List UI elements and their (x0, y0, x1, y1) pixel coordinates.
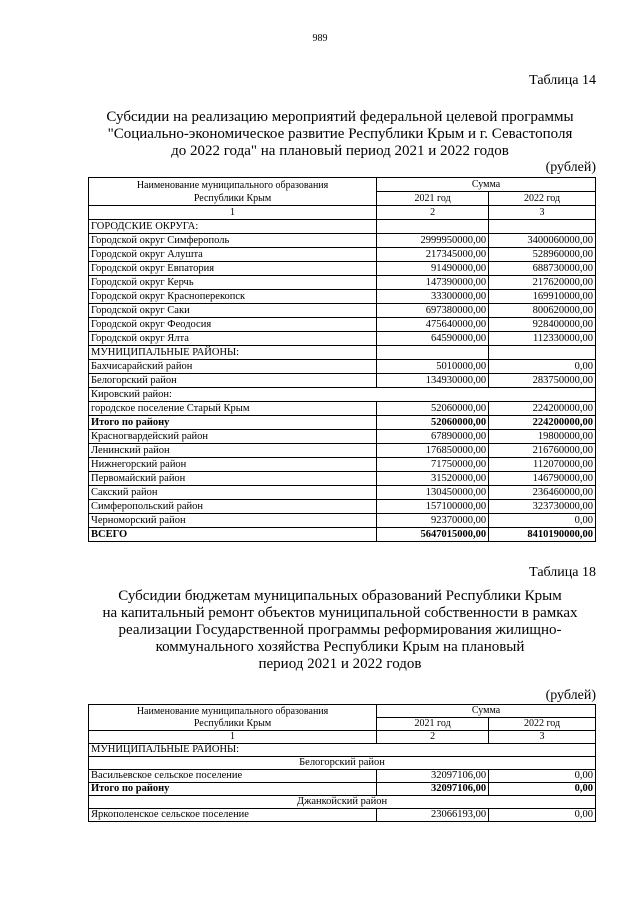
row-name: Городской округ Феодосия (89, 318, 377, 332)
row-name: Первомайский район (89, 472, 377, 486)
table-row (89, 472, 596, 486)
header-2021: 2021 год (377, 718, 489, 731)
value-2022: 8410190000,00 (489, 528, 596, 542)
value-2022: 217620000,00 (489, 276, 596, 290)
value-2022: 112330000,00 (489, 332, 596, 346)
row-name: Городской округ Красноперекопск (89, 290, 377, 304)
table-row (89, 458, 596, 472)
value-2022: 224200000,00 (489, 416, 596, 430)
table-row (89, 430, 596, 444)
header-sum: Сумма (377, 705, 596, 718)
value-2021: 32097106,00 (377, 783, 489, 796)
table-14 (88, 177, 596, 542)
row-name: Васильевское сельское поселение (89, 770, 377, 783)
table-row (89, 248, 596, 262)
row-name: Городской округ Евпатория (89, 262, 377, 276)
value-2021: 5010000,00 (377, 360, 489, 374)
table-row (89, 783, 596, 796)
header-2021: 2021 год (377, 192, 489, 206)
table-row (89, 744, 596, 757)
value-2021: 71750000,00 (377, 458, 489, 472)
value-2021: 5647015000,00 (377, 528, 489, 542)
value-2022: 0,00 (489, 360, 596, 374)
value-2021: 23066193,00 (377, 809, 489, 822)
row-name: Итого по району (89, 416, 377, 430)
value-2021: 91490000,00 (377, 262, 489, 276)
table-row (89, 809, 596, 822)
value-2021: 217345000,00 (377, 248, 489, 262)
table-row (89, 332, 596, 346)
table-row (89, 346, 596, 360)
table-14-units: (рублей) (545, 160, 596, 175)
row-name: Кировский район: (89, 388, 596, 402)
row-name: МУНИЦИПАЛЬНЫЕ РАЙОНЫ: (89, 346, 377, 360)
value-2021: 92370000,00 (377, 514, 489, 528)
header-col-2: 2 (377, 731, 489, 744)
header-sum: Сумма (377, 178, 596, 192)
value-2022 (489, 346, 596, 360)
table-row (89, 402, 596, 416)
title-line: Субсидии на реализацию мероприятий федеральной целевой программы (106, 109, 574, 125)
table-14-title (60, 109, 620, 160)
value-2022: 19800000,00 (489, 430, 596, 444)
table-row (89, 262, 596, 276)
value-2022: 800620000,00 (489, 304, 596, 318)
row-name: городское поселение Старый Крым (89, 402, 377, 416)
row-name: ГОРОДСКИЕ ОКРУГА: (89, 220, 377, 234)
row-name: Итого по району (89, 783, 377, 796)
header-col-1: 1 (89, 731, 377, 744)
table-row (89, 444, 596, 458)
value-2022: 528960000,00 (489, 248, 596, 262)
title-line: на капитальный ремонт объектов муниципальной собственности в рамках (102, 605, 578, 621)
row-name: Ленинский район (89, 444, 377, 458)
value-2022: 323730000,00 (489, 500, 596, 514)
value-2021: 33300000,00 (377, 290, 489, 304)
header-col-2: 2 (377, 206, 489, 220)
table-row (89, 318, 596, 332)
value-2022: 928400000,00 (489, 318, 596, 332)
header-col-3: 3 (489, 731, 596, 744)
table-row (89, 304, 596, 318)
table-row (89, 796, 596, 809)
value-2021: 31520000,00 (377, 472, 489, 486)
table-row (89, 514, 596, 528)
value-2022: 112070000,00 (489, 458, 596, 472)
value-2022: 216760000,00 (489, 444, 596, 458)
table-row (89, 486, 596, 500)
row-name: Нижнегорский район (89, 458, 377, 472)
title-line: до 2022 года" на плановый период 2021 и 2022 годов (171, 143, 509, 159)
row-name: Городской округ Алушта (89, 248, 377, 262)
table-row (89, 500, 596, 514)
header-2022: 2022 год (489, 192, 596, 206)
value-2022: 283750000,00 (489, 374, 596, 388)
table-row (89, 374, 596, 388)
header-2022: 2022 год (489, 718, 596, 731)
title-line: Субсидии бюджетам муниципальных образований Республики Крым (118, 588, 562, 604)
value-2021: 64590000,00 (377, 332, 489, 346)
value-2022 (489, 220, 596, 234)
header-row (89, 178, 596, 192)
value-2021: 157100000,00 (377, 500, 489, 514)
table-row (89, 757, 596, 770)
row-name: Симферопольский район (89, 500, 377, 514)
value-2022: 236460000,00 (489, 486, 596, 500)
table-14-label: Таблица 14 (529, 73, 596, 88)
value-2021: 475640000,00 (377, 318, 489, 332)
value-2021: 52060000,00 (377, 402, 489, 416)
value-2021: 52060000,00 (377, 416, 489, 430)
table-row (89, 360, 596, 374)
value-2021: 67890000,00 (377, 430, 489, 444)
header-numbers-row (89, 206, 596, 220)
row-name: Городской округ Симферополь (89, 234, 377, 248)
district-heading: Белогорский район (89, 757, 596, 770)
value-2021: 130450000,00 (377, 486, 489, 500)
row-name: Городской округ Керчь (89, 276, 377, 290)
row-name: Черноморский район (89, 514, 377, 528)
table-18 (88, 704, 596, 822)
title-line: "Социально-экономическое развитие Республики Крым и г. Севастополя (107, 126, 573, 142)
table-row (89, 220, 596, 234)
header-numbers-row (89, 731, 596, 744)
value-2022: 169910000,00 (489, 290, 596, 304)
header-col-3: 3 (489, 206, 596, 220)
table-row (89, 770, 596, 783)
row-name: ВСЕГО (89, 528, 377, 542)
table-row (89, 388, 596, 402)
value-2022: 0,00 (489, 514, 596, 528)
row-name: Яркополенское сельское поселение (89, 809, 377, 822)
value-2021: 176850000,00 (377, 444, 489, 458)
header-row (89, 705, 596, 718)
value-2022: 0,00 (489, 809, 596, 822)
table-row (89, 276, 596, 290)
table-row (89, 290, 596, 304)
table-row (89, 234, 596, 248)
row-name: Красногвардейский район (89, 430, 377, 444)
table-18-units: (рублей) (545, 688, 596, 703)
value-2022: 146790000,00 (489, 472, 596, 486)
row-name: Сакский район (89, 486, 377, 500)
value-2021: 32097106,00 (377, 770, 489, 783)
value-2022: 224200000,00 (489, 402, 596, 416)
row-name: Бахчисарайский район (89, 360, 377, 374)
table-row (89, 528, 596, 542)
value-2022: 688730000,00 (489, 262, 596, 276)
title-line: период 2021 и 2022 годов (258, 656, 422, 672)
header-name: Наименование муниципального образования Республики Крым (89, 705, 377, 731)
value-2021: 2999950000,00 (377, 234, 489, 248)
value-2022: 3400060000,00 (489, 234, 596, 248)
value-2021 (377, 346, 489, 360)
table-18-title (60, 588, 620, 673)
table-row (89, 416, 596, 430)
header-name: Наименование муниципального образования Республики Крым (89, 178, 377, 206)
page-number: 989 (312, 33, 328, 44)
header-col-1: 1 (89, 206, 377, 220)
row-name: Белогорский район (89, 374, 377, 388)
row-name: МУНИЦИПАЛЬНЫЕ РАЙОНЫ: (89, 744, 596, 757)
value-2022: 0,00 (489, 783, 596, 796)
title-line: реализации Государственной программы реформирования жилищно- (118, 622, 562, 638)
value-2021 (377, 220, 489, 234)
value-2022: 0,00 (489, 770, 596, 783)
title-line: коммунального хозяйства Республики Крым на плановый (155, 639, 525, 655)
value-2021: 134930000,00 (377, 374, 489, 388)
row-name: Городской округ Саки (89, 304, 377, 318)
district-heading: Джанкойский район (89, 796, 596, 809)
row-name: Городской округ Ялта (89, 332, 377, 346)
value-2021: 147390000,00 (377, 276, 489, 290)
table-18-label: Таблица 18 (529, 565, 596, 580)
value-2021: 697380000,00 (377, 304, 489, 318)
